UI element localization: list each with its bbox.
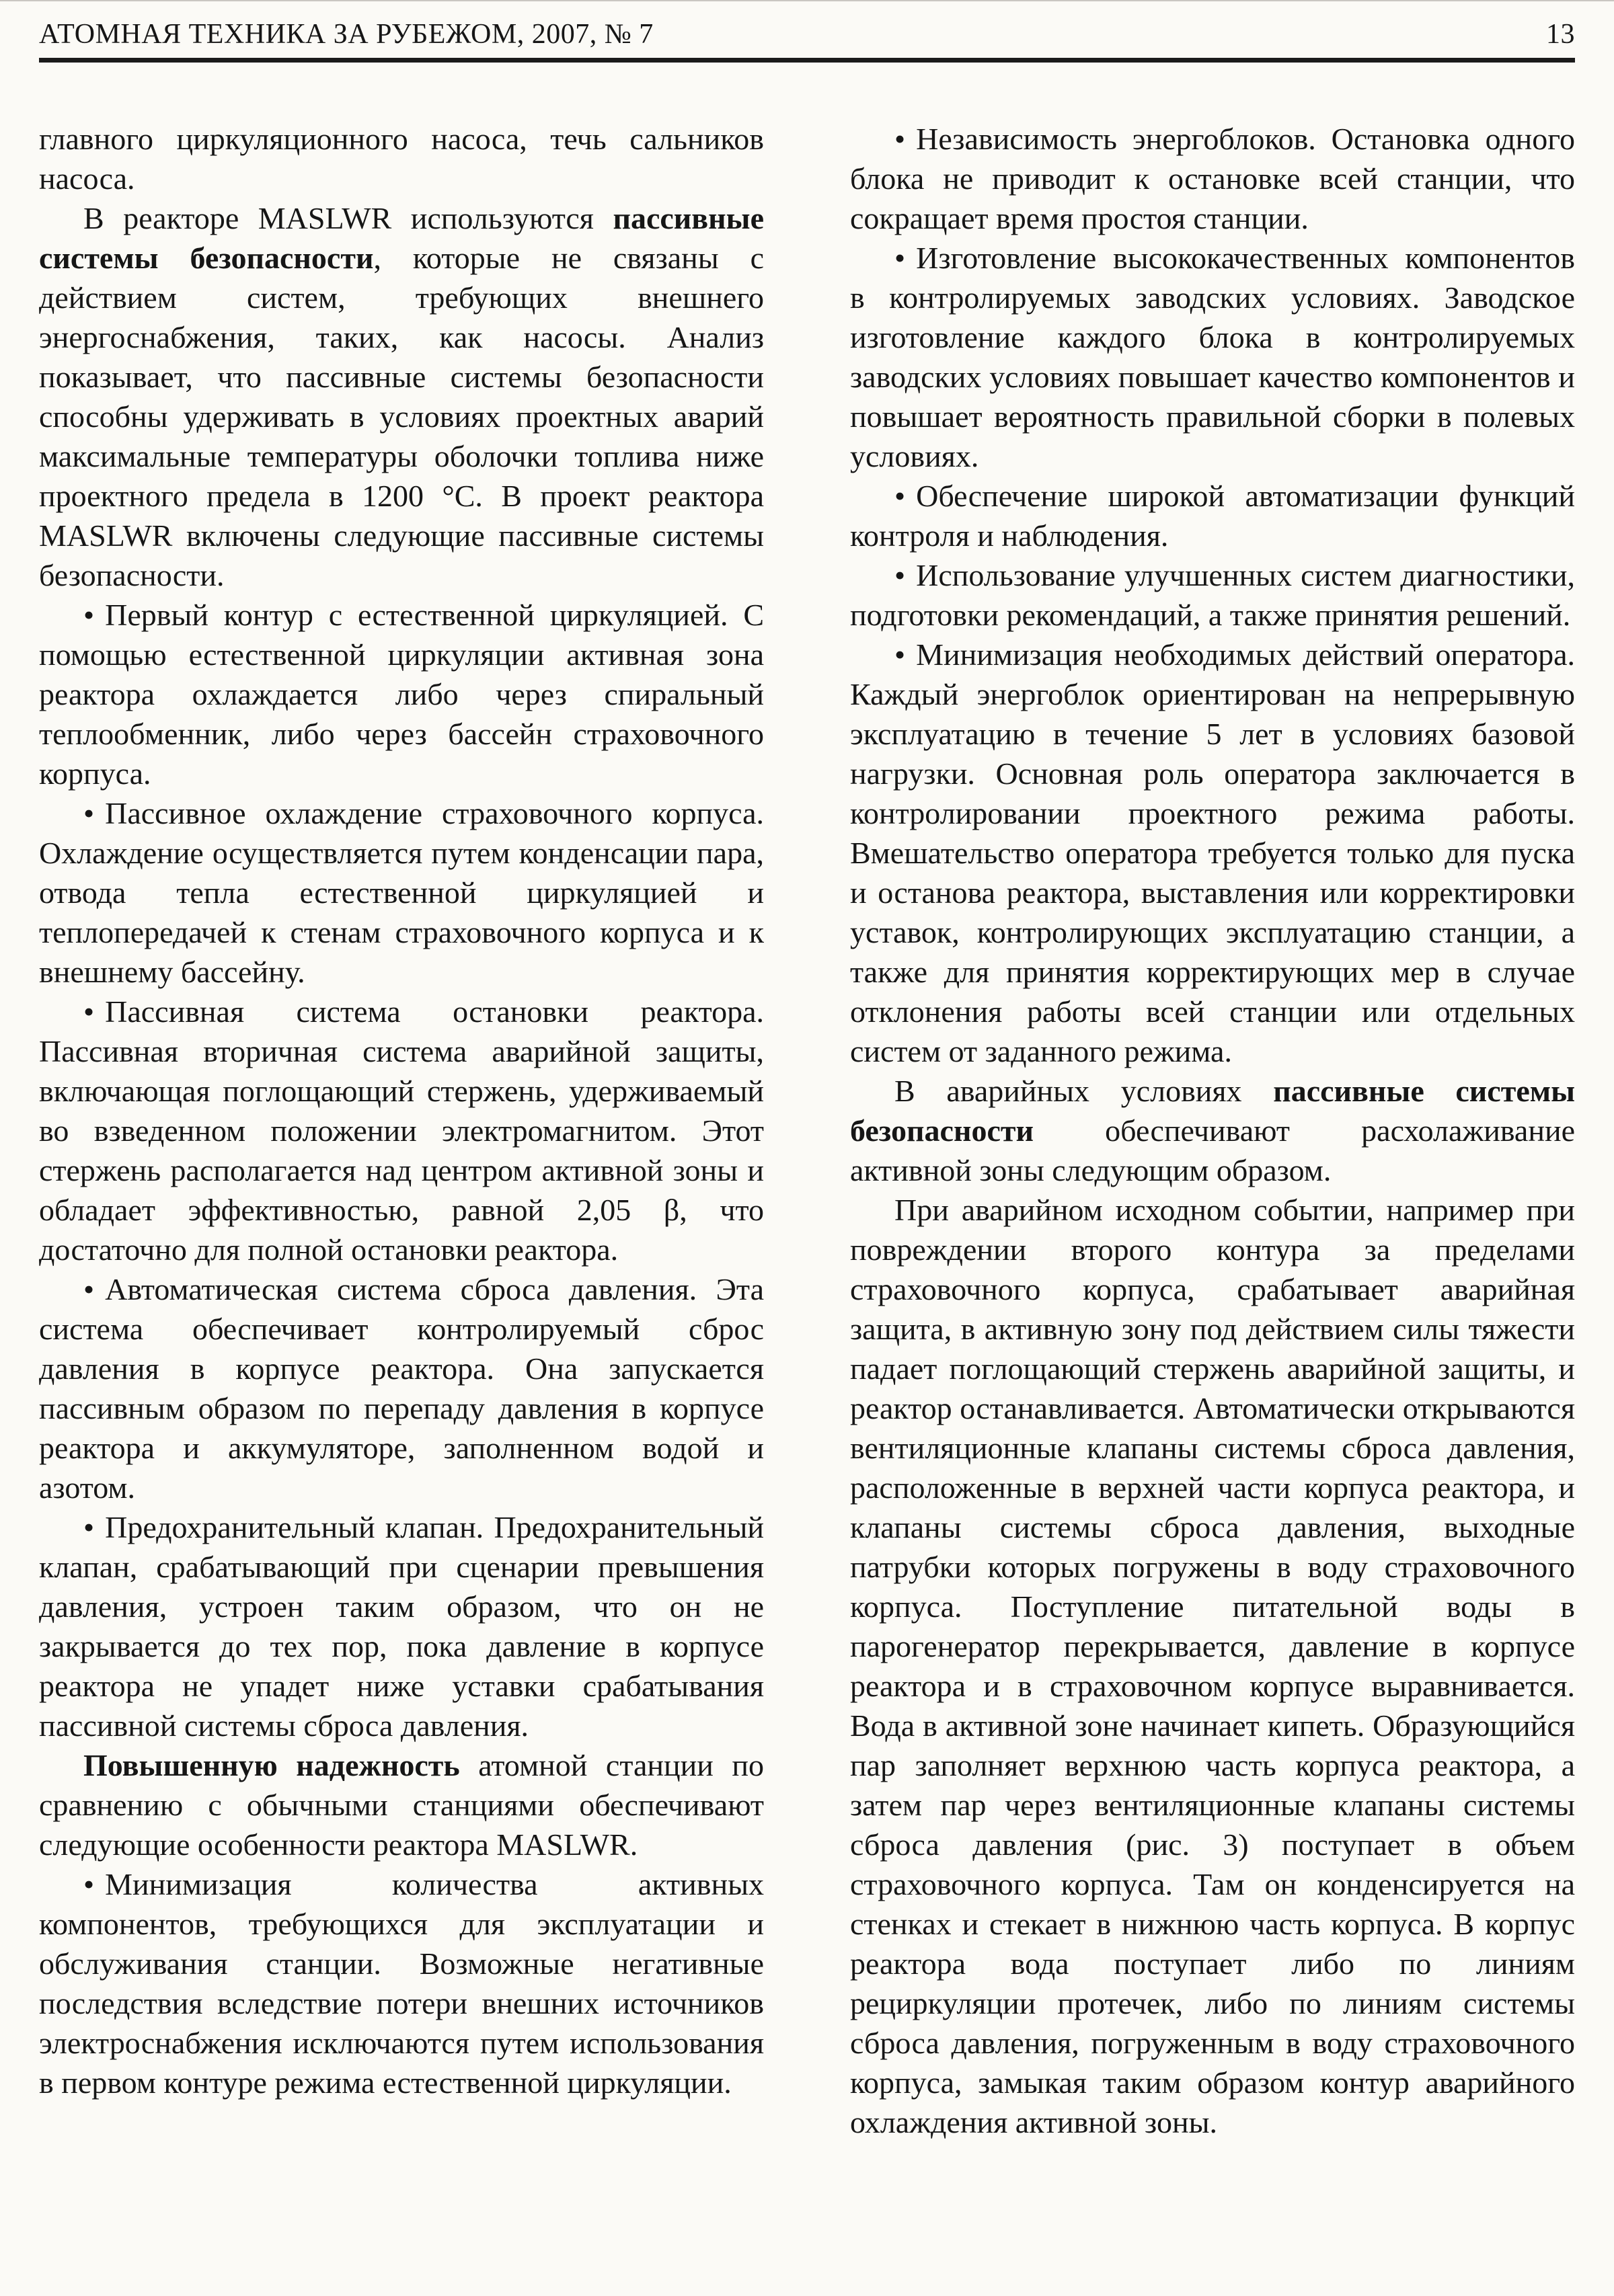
bullet-marker: • — [83, 1867, 95, 1902]
bold-text-run: пассивные системы безопасности — [39, 201, 764, 276]
bullet-paragraph — [850, 555, 1575, 635]
journal-title: АТОМНАЯ ТЕХНИКА ЗА РУБЕЖОМ, 2007, № 7 — [39, 19, 654, 50]
paragraph — [39, 1745, 764, 1864]
bullet-paragraph — [850, 119, 1575, 238]
text-run: , которые не связаны с действием систем, требующих внешнего энергоснабжения, таких, как насосы. Анализ показывает, что пассивные системы безопасности способны удерживать в условиях проектных аварий максимальные температуры оболочки топлива ниже проектного предела в 1200 °C. В проект реактора MASLWR включены следующие пассивные системы безопасности. — [39, 241, 764, 593]
bullet-marker: • — [894, 479, 906, 514]
bullet-marker: • — [894, 122, 906, 157]
paragraph — [39, 198, 764, 595]
text-run: Предохранительный клапан. Предохранительный клапан, срабатывающий при сценарии превышения давления, устроен таким образом, что он не закрывается до тех пор, пока давление в корпусе реактора не упадет ниже уставки срабатывания пассивной системы сброса давления. — [39, 1510, 764, 1743]
paragraph — [850, 1190, 1575, 2142]
text-run: Минимизация необходимых действий оператора. Каждый энергоблок ориентирован на непрерывную эксплуатацию в течение 5 лет в условиях базовой нагрузки. Основная роль оператора заключается в контролировании проектного режима работы. Вмешательство оператора требуется только для пуска и останова реактора, выставления или корректировки уставок, контролирующих эксплуатацию станции, а также для принятия корректирующих мер в случае отклонения работы всей станции или отдельных систем от заданного режима. — [850, 637, 1575, 1069]
bullet-marker: • — [894, 241, 906, 276]
bullet-paragraph — [39, 1507, 764, 1745]
paragraph — [39, 119, 764, 198]
left-column — [39, 119, 764, 2142]
bullet-marker: • — [83, 796, 95, 831]
header-rule — [39, 58, 1575, 63]
text-run: главного циркуляционного насоса, течь сальников насоса. — [39, 122, 764, 196]
bullet-paragraph — [850, 238, 1575, 476]
bullet-marker: • — [83, 598, 95, 633]
text-run: Автоматическая система сброса давления. Эта система обеспечивает контролируемый сброс давления в корпусе реактора. Она запускается пассивным образом по перепаду давления в корпусе реактора и аккумуляторе, заполненном водой и азотом. — [39, 1272, 764, 1505]
bold-text-run: пассивные системы безопасности — [850, 1074, 1575, 1148]
text-run: Пассивное охлаждение страховочного корпуса. Охлаждение осуществляется путем конденсации пара, отвода тепла естественной циркуляцией и теплопередачей к стенам страховочного корпуса и к внешнему бассейну. — [39, 796, 764, 990]
page-number: 13 — [1546, 19, 1575, 50]
text-run: атомной станции по сравнению с обычными станциями обеспечивают следующие особенности реактора MASLWR. — [39, 1748, 764, 1862]
text-run: Обеспечение широкой автоматизации функций контроля и наблюдения. — [850, 479, 1575, 553]
page-header — [39, 17, 1575, 51]
bullet-paragraph — [850, 476, 1575, 555]
text-run: Изготовление высококачественных компонентов в контролируемых заводских условиях. Заводское изготовление каждого блока в контролируемых заводских условиях повышает качество компонентов и повышает вероятность правильной сборки в полевых условиях. — [850, 241, 1575, 474]
bullet-marker: • — [894, 637, 906, 672]
bullet-marker: • — [83, 994, 95, 1029]
bullet-paragraph — [39, 1269, 764, 1507]
article-body — [39, 119, 1575, 2142]
paragraph — [850, 1071, 1575, 1190]
text-run: Независимость энергоблоков. Остановка одного блока не приводит к остановке всей станции, что сокращает время простоя станции. — [850, 122, 1575, 236]
text-run: В реакторе MASLWR используются — [83, 201, 613, 236]
bullet-paragraph — [39, 793, 764, 992]
text-run: В аварийных условиях — [894, 1074, 1274, 1109]
bullet-paragraph — [39, 992, 764, 1269]
text-run: Использование улучшенных систем диагностики, подготовки рекомендаций, а также принятия решений. — [850, 558, 1575, 633]
bullet-marker: • — [83, 1272, 95, 1307]
bullet-paragraph — [850, 635, 1575, 1071]
bullet-marker: • — [83, 1510, 95, 1545]
bullet-paragraph — [39, 595, 764, 793]
text-run: обеспечивают расхолаживание активной зоны следующим образом. — [850, 1113, 1575, 1188]
text-run: Минимизация количества активных компонентов, требующихся для эксплуатации и обслуживания станции. Возможные негативные последствия вследствие потери внешних источников электроснабжения исключаются путем использования в первом контуре режима естественной циркуляции. — [39, 1867, 764, 2100]
text-run: При аварийном исходном событии, например при повреждении второго контура за пределами страховочного корпуса, срабатывает аварийная защита, в активную зону под действием силы тяжести падает поглощающий стержень аварийной защиты, и реактор останавливается. Автоматически открываются вентиляционные клапаны системы сброса давления, расположенные в верхней части корпуса реактора, и клапаны системы сброса давления, выходные патрубки которых погружены в воду страховочного корпуса. Поступление питательной воды в парогенератор перекрывается, давление в корпусе реактора и в страховочном корпусе выравнивается. Вода в активной зоне начинает кипеть. Образующийся пар заполняет верхнюю часть корпуса реактора, а затем пар через вентиляционные клапаны системы сброса давления (рис. 3) поступает в объем страховочного корпуса. Там он конденсируется на стенках и стекает в нижнюю часть корпуса. В корпус реактора вода поступает либо по линиям рециркуляции протечек, либо по линиям системы сброса давления, погруженным в воду страховочного корпуса, замыкая таким образом контур аварийного охлаждения активной зоны. — [850, 1193, 1575, 2140]
bold-text-run: Повышенную надежность — [83, 1748, 460, 1783]
bullet-paragraph — [39, 1864, 764, 2102]
text-run: Пассивная система остановки реактора. Пассивная вторичная система аварийной защиты, включающая поглощающий стержень, удерживаемый во взведенном положении электромагнитом. Этот стержень располагается над центром активной зоны и обладает эффективностью, равной 2,05 β, что достаточно для полной остановки реактора. — [39, 994, 764, 1267]
bullet-marker: • — [894, 558, 906, 593]
text-run: Первый контур с естественной циркуляцией. С помощью естественной циркуляции активная зона реактора охлаждается либо через спиральный теплообменник, либо через бассейн страховочного корпуса. — [39, 598, 764, 791]
document-page — [0, 1, 1614, 2142]
right-column — [850, 119, 1575, 2142]
